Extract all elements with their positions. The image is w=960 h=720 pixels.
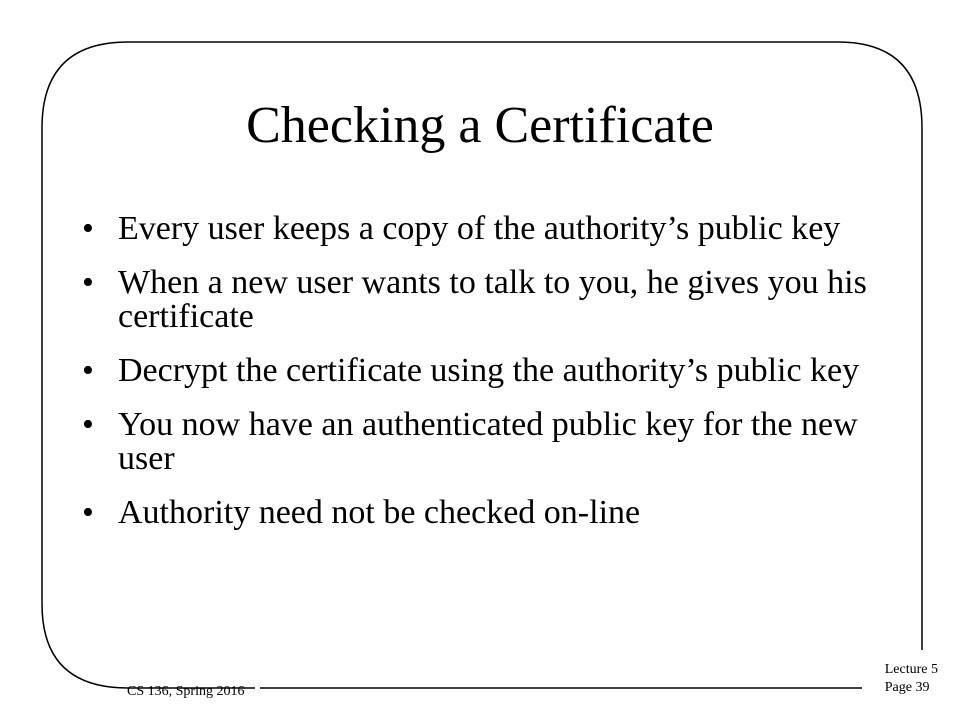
footer-course-label: CS 136, Spring 2016 xyxy=(127,684,245,699)
bullet-marker: • xyxy=(82,352,94,389)
bullet-marker: • xyxy=(82,406,94,443)
bullet-marker: • xyxy=(82,494,94,531)
bullet-marker: • xyxy=(82,210,94,247)
slide-title: Checking a Certificate xyxy=(246,97,714,154)
footer-page-label: Page 39 xyxy=(884,680,930,695)
bullet-marker: • xyxy=(82,264,94,301)
bullet-item xyxy=(82,354,882,388)
bullet-text: When a new user wants to talk to you, he gives you his certificate xyxy=(118,264,867,335)
footer-lecture-info xyxy=(885,661,938,697)
bullet-text: Authority need not be checked on-line xyxy=(118,494,641,531)
bullet-item xyxy=(82,408,882,476)
bullet-text: Decrypt the certificate using the authority’s public key xyxy=(118,352,860,389)
bullet-text: Every user keeps a copy of the authority’s public key xyxy=(118,210,841,247)
bullet-item xyxy=(82,496,882,530)
bullet-list xyxy=(82,212,882,550)
footer-lecture-label: Lecture 5 xyxy=(884,662,938,677)
bullet-text: You now have an authenticated public key for the new user xyxy=(118,406,858,477)
bullet-item xyxy=(82,266,882,334)
bullet-item xyxy=(82,212,882,246)
